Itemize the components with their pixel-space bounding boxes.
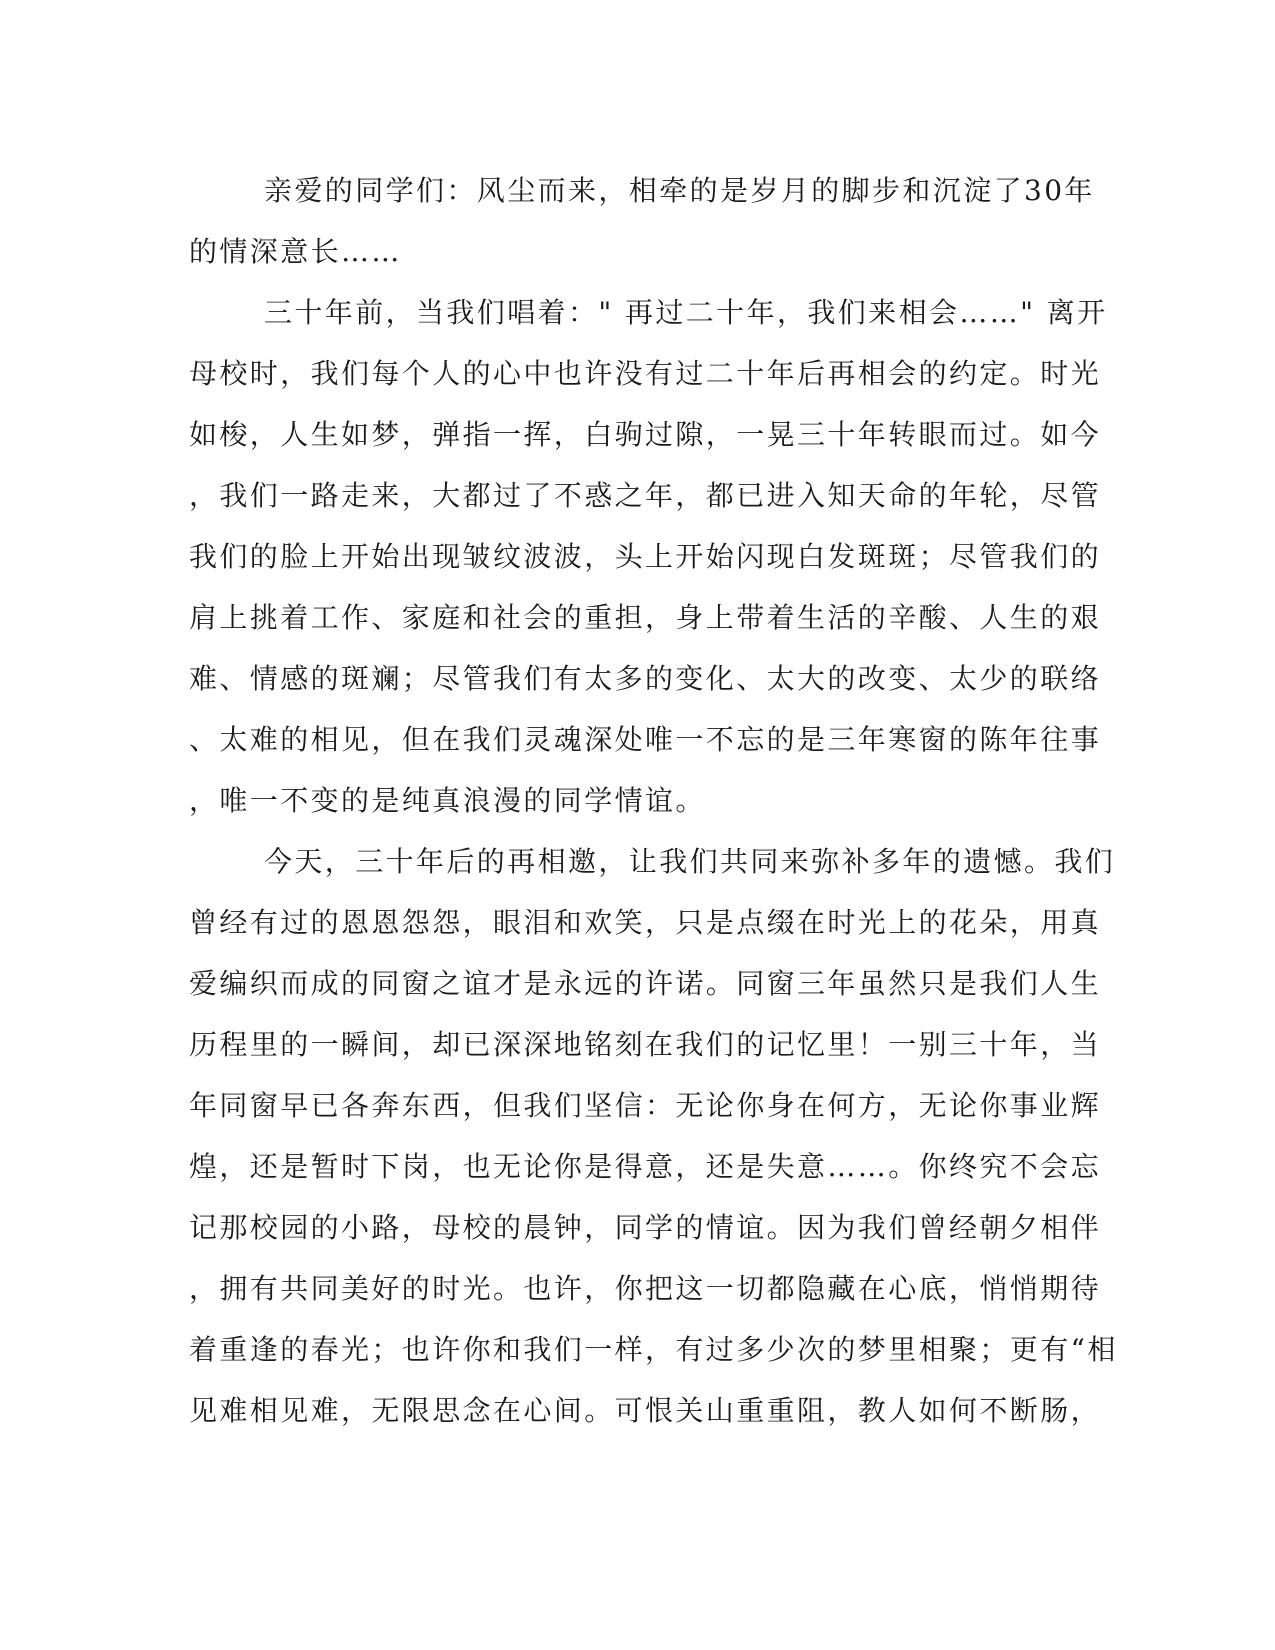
text-line: 我们的脸上开始出现皱纹波波，头上开始闪现白发斑斑；尽管我们的 bbox=[189, 540, 1102, 573]
text-line: 记那校园的小路，母校的晨钟，同学的情谊。因为我们曾经朝夕相伴 bbox=[189, 1211, 1102, 1244]
text-line: 如梭，人生如梦，弹指一挥，白驹过隙，一晃三十年转眼而过。如今 bbox=[189, 418, 1102, 451]
text-line: 见难相见难，无限思念在心间。可恨关山重重阻，教人如何不断肠， bbox=[189, 1394, 1102, 1427]
text-line: 三十年前，当我们唱着：" 再过二十年，我们来相会……" 离开 bbox=[264, 296, 1108, 329]
text-line: ，唯一不变的是纯真浪漫的同学情谊。 bbox=[189, 784, 706, 817]
document-body bbox=[189, 160, 1118, 1441]
text-line: 的情深意长…… bbox=[189, 235, 402, 268]
paragraph-greeting bbox=[189, 160, 1095, 282]
text-line: ，拥有共同美好的时光。也许，你把这一切都隐藏在心底，悄悄期待 bbox=[189, 1272, 1102, 1305]
text-line: 煌，还是暂时下岗，也无论你是得意，还是失意……。你终究不会忘 bbox=[189, 1150, 1102, 1183]
paragraph-today bbox=[189, 831, 1118, 1441]
text-line: 肩上挑着工作、家庭和社会的重担，身上带着生活的辛酸、人生的艰 bbox=[189, 601, 1102, 634]
text-line: 年同窗早已各奔东西，但我们坚信：无论你身在何方，无论你事业辉 bbox=[189, 1089, 1102, 1122]
text-line: 爱编织而成的同窗之谊才是永远的许诺。同窗三年虽然只是我们人生 bbox=[189, 967, 1102, 1000]
text-line: 亲爱的同学们：风尘而来，相牵的是岁月的脚步和沉淀了30年 bbox=[264, 174, 1095, 207]
text-line: 、太难的相见，但在我们灵魂深处唯一不忘的是三年寒窗的陈年往事 bbox=[189, 723, 1102, 756]
text-line: 着重逢的春光；也许你和我们一样，有过多少次的梦里相聚；更有“相 bbox=[189, 1333, 1118, 1366]
paragraph-thirty-years-ago bbox=[189, 282, 1108, 831]
text-line: 历程里的一瞬间，却已深深地铭刻在我们的记忆里！一别三十年，当 bbox=[189, 1028, 1102, 1061]
text-line: ，我们一路走来，大都过了不惑之年，都已进入知天命的年轮，尽管 bbox=[189, 479, 1102, 512]
text-line: 母校时，我们每个人的心中也许没有过二十年后再相会的约定。时光 bbox=[189, 357, 1102, 390]
text-line: 难、情感的斑斓；尽管我们有太多的变化、太大的改变、太少的联络 bbox=[189, 662, 1102, 695]
text-line: 今天，三十年后的再相邀，让我们共同来弥补多年的遗憾。我们 bbox=[264, 845, 1116, 878]
text-line: 曾经有过的恩恩怨怨，眼泪和欢笑，只是点缀在时光上的花朵，用真 bbox=[189, 906, 1102, 939]
